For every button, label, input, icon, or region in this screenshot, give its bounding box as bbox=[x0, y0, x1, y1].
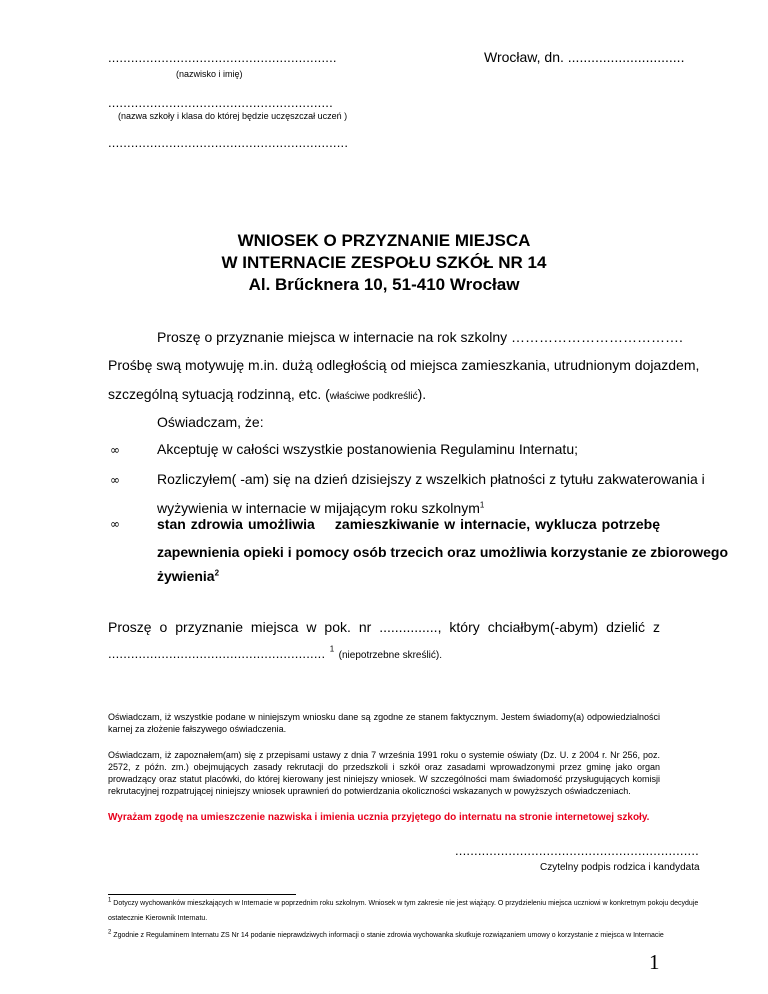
footnote-2-number: 2 bbox=[108, 929, 112, 936]
room-line-1: Proszę o przyznanie miejsca w pok. nr ..............., który chciałbym(-abym) dzielić z bbox=[108, 619, 660, 635]
footnote-1-continued: ostatecznie Kierownik Internatu. bbox=[108, 915, 208, 922]
footnote-2-text: Zgodnie z Regulaminem Internatu ZS Nr 14 podanie nieprawdziwych informacji o stanie zdrowia wychowanka skutkuje rozwiązaniem umowy o korzystanie z miejsca w Internacie bbox=[113, 932, 664, 939]
room-dots: ......................................................... bbox=[108, 646, 326, 661]
declare-bullet-3-line-2: zapewnienia opieki i pomocy osób trzecich oraz umożliwia korzystanie ze zbiorowego bbox=[157, 544, 729, 560]
page-number: 1 bbox=[649, 950, 660, 974]
footnote-2 bbox=[108, 929, 664, 939]
declare-heading: Oświadczam, że: bbox=[157, 414, 264, 430]
request-line-3 bbox=[108, 386, 426, 402]
request-line-3-note: właściwe podkreślić bbox=[329, 391, 418, 402]
declare-bullet-3-text: żywienia bbox=[157, 568, 215, 584]
bullet-icon: ∞ bbox=[110, 443, 120, 457]
bullet-icon: ∞ bbox=[110, 473, 120, 487]
name-caption: (nazwisko i imię) bbox=[176, 69, 243, 79]
school-line: ........................................................... bbox=[108, 95, 333, 110]
bullet-icon: ∞ bbox=[110, 517, 120, 531]
footnote-1-text: Dotyczy wychowanków mieszkających w Internacie w poprzednim roku szkolnym. Wniosek w tym zakresie nie jest wiążący. O przydzieleniu miejsca uczniowi w konkretnym pokoju decyduje bbox=[113, 900, 699, 907]
title-line-3: Al. Brűcknera 10, 51-410 Wrocław bbox=[248, 275, 520, 294]
request-line-2: Prośbę swą motywuję m.in. dużą odległością od miejsca zamieszkania, utrudnionym dojazdem, bbox=[108, 357, 700, 373]
declare-bullet-2-line-1: Rozliczyłem( -am) się na dzień dzisiejszy z wszelkich płatności z tytułu zakwaterowania i bbox=[157, 471, 705, 487]
footnote-ref-1: 1 bbox=[479, 500, 485, 510]
footnote-1 bbox=[108, 897, 699, 907]
signature-caption: Czytelny podpis rodzica i kandydata bbox=[540, 862, 700, 873]
request-line-1: Proszę o przyznanie miejsca w internacie na rok szkolny ………………………………. bbox=[157, 329, 683, 345]
request-line-3-main: szczególną sytuacją rodzinną, etc. ( bbox=[108, 386, 330, 402]
footnote-ref-2: 2 bbox=[214, 568, 220, 578]
title-line-1: WNIOSEK O PRZYZNANIE MIEJSCA bbox=[237, 231, 531, 250]
footnote-ref-1: 1 bbox=[329, 644, 335, 654]
footnote-separator bbox=[108, 894, 296, 895]
declare-bullet-2-text: wyżywienia w internacie w mijającym roku szkolnym bbox=[157, 500, 480, 516]
school-caption: (nazwa szkoły i klasa do której będzie uczęszczał uczeń ) bbox=[118, 111, 348, 121]
name-line: ............................................................ bbox=[108, 50, 337, 65]
declare-bullet-3-line-1: stan zdrowia umożliwia zamieszkiwanie w internacie, wyklucza potrzebę bbox=[157, 516, 660, 532]
signature-line: ................................................................ bbox=[455, 843, 699, 858]
declare-bullet-1: Akceptuję w całości wszystkie postanowienia Regulaminu Internatu; bbox=[157, 441, 578, 457]
statement-1: Oświadczam, iż wszystkie podane w niniejszym wniosku dane są zgodne ze stanem faktycznym. Jestem świadomy(a) odpowiedzialności karnej za złożenie fałszywego oświadczenia. bbox=[108, 712, 660, 734]
footnote-1-number: 1 bbox=[108, 897, 112, 904]
room-line-2 bbox=[108, 645, 442, 663]
room-note: (niepotrzebne skreślić). bbox=[338, 650, 443, 661]
title-line-2: W INTERNACIE ZESPOŁU SZKÓŁ NR 14 bbox=[221, 253, 547, 272]
declare-bullet-3-line-3 bbox=[157, 568, 219, 584]
statement-2: Oświadczam, iż zapoznałem(am) się z przepisami ustawy z dnia 7 września 1991 roku o systemie oświaty (Dz. U. z 2004 r. Nr 256, poz. 2572, z późn. zm.) obejmujących zasady rekrutacji do przedszkoli i szkół oraz zasadami wprowadzonymi przez gminę jako organ prowadzący oraz statut placówki, do której kierowany jest niniejszy wniosek. W szczególności mam świadomość przysługujących komisji rekrutacyjnej rozpatrującej niniejszy wniosek uprawnień do potwierdzania okoliczności wskazanych w powyższych oświadczeniach. bbox=[108, 750, 660, 796]
third-line: ............................................................... bbox=[108, 135, 349, 150]
consent-statement: Wyrażam zgodę na umieszczenie nazwiska i imienia ucznia przyjętego do internatu na stronie internetowej szkoły. bbox=[108, 812, 650, 823]
request-line-3-end: ). bbox=[417, 386, 427, 402]
city-date: Wrocław, dn. .............................. bbox=[484, 49, 685, 65]
declare-bullet-2-line-2 bbox=[157, 500, 484, 516]
